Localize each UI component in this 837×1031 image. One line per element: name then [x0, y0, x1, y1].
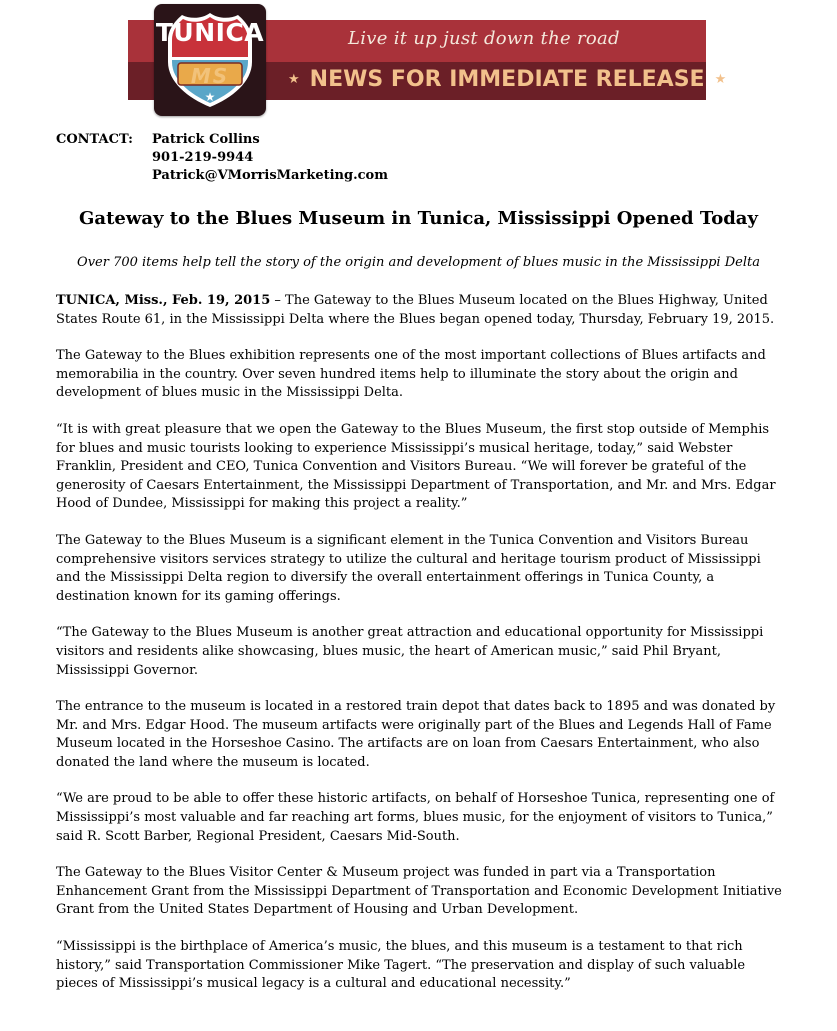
- star-icon: ★: [714, 72, 727, 87]
- logo-text: TUNICA: [155, 18, 265, 47]
- star-icon: ★: [204, 90, 216, 104]
- tagline: Live it up just down the road: [348, 28, 620, 49]
- logo-subtext: MS: [190, 64, 230, 88]
- star-icon: ★: [288, 72, 300, 87]
- page-title: Gateway to the Blues Museum in Tunica, Mississippi Opened Today: [79, 208, 758, 229]
- paragraph: The entrance to the museum is located in a restored train depot that dates back to 1895 and was donated by Mr. and Mrs. Edgar Hood. The museum artifacts were originally part of the Blues and Legends Hall of Fame Museum located in the Horseshoe Casino. The artifacts are on loan from Caesars Entertainment, who also donated the land where the museum is located.: [56, 699, 776, 770]
- subtitle: Over 700 items help tell the story of the origin and development of blues music in the Mississippi Delta: [77, 255, 760, 270]
- tunica-logo: [154, 4, 266, 116]
- contact-phone: 901-219-9944: [152, 150, 254, 165]
- release-text: NEWS FOR IMMEDIATE RELEASE: [309, 67, 705, 92]
- lead-paragraph: [56, 292, 782, 329]
- paragraph: “We are proud to be able to offer these historic artifacts, on behalf of Horseshoe Tunica, representing one of Mississippi’s most valuable and far reaching art forms, blues music, for the enjoyment of visitors to Tunica,” said R. Scott Barber, Regional President, Caesars Mid-South.: [56, 791, 775, 844]
- contact-label: CONTACT:: [56, 132, 133, 147]
- paragraph: The Gateway to the Blues Museum is a significant element in the Tunica Convention and Visitors Bureau comprehensive visitors services strategy to utilize the cultural and heritage tourism product of Mississippi and the Mississippi Delta region to diversify the overall entertainment offerings in Tunica County, a destination known for its gaming offerings.: [56, 532, 761, 604]
- paragraph: “Mississippi is the birthplace of America’s music, the blues, and this museum is a testament to that rich history,” said Transportation Commissioner Mike Tagert. “The preservation and display of such valuable pieces of Mississippi’s musical legacy is a cultural and educational necessity.”: [56, 939, 746, 992]
- article-body: [56, 292, 782, 1012]
- paragraph: “The Gateway to the Blues Museum is another great attraction and educational opportunity for Mississippi visitors and residents alike showcasing, blues music, the heart of American music,” said Phil Bryant, Mississippi Governor.: [56, 625, 764, 678]
- dateline: TUNICA, Miss., Feb. 19, 2015: [56, 293, 271, 308]
- lead-text: – The Gateway to the Blues Museum located on the Blues Highway, United States Route 61, in the Mississippi Delta where the Blues began opened today, Thursday, February 19, 2015.: [56, 293, 775, 327]
- release-label: [288, 67, 727, 92]
- contact-details: [152, 131, 388, 185]
- contact-email: Patrick@VMorrisMarketing.com: [152, 168, 388, 183]
- contact-name: Patrick Collins: [152, 132, 260, 147]
- paragraph: “It is with great pleasure that we open the Gateway to the Blues Museum, the first stop outside of Memphis for blues and music tourists looking to experience Mississippi’s musical heritage, today,” said Webster Franklin, President and CEO, Tunica Convention and Visitors Bureau. “We will forever be grateful of the generosity of Caesars Entertainment, the Mississippi Department of Transportation, and Mr. and Mrs. Edgar Hood of Dundee, Mississippi for making this project a reality.”: [56, 421, 776, 512]
- paragraph: The Gateway to the Blues Visitor Center & Museum project was funded in part via a Transportation Enhancement Grant from the Mississippi Department of Transportation and Economic Development Initiative Grant from the United States Department of Housing and Urban Development.: [56, 865, 782, 918]
- paragraph: The Gateway to the Blues exhibition represents one of the most important collections of Blues artifacts and memorabilia in the country. Over seven hundred items help to illuminate the story about the origin and development of blues music in the Mississippi Delta.: [56, 348, 766, 401]
